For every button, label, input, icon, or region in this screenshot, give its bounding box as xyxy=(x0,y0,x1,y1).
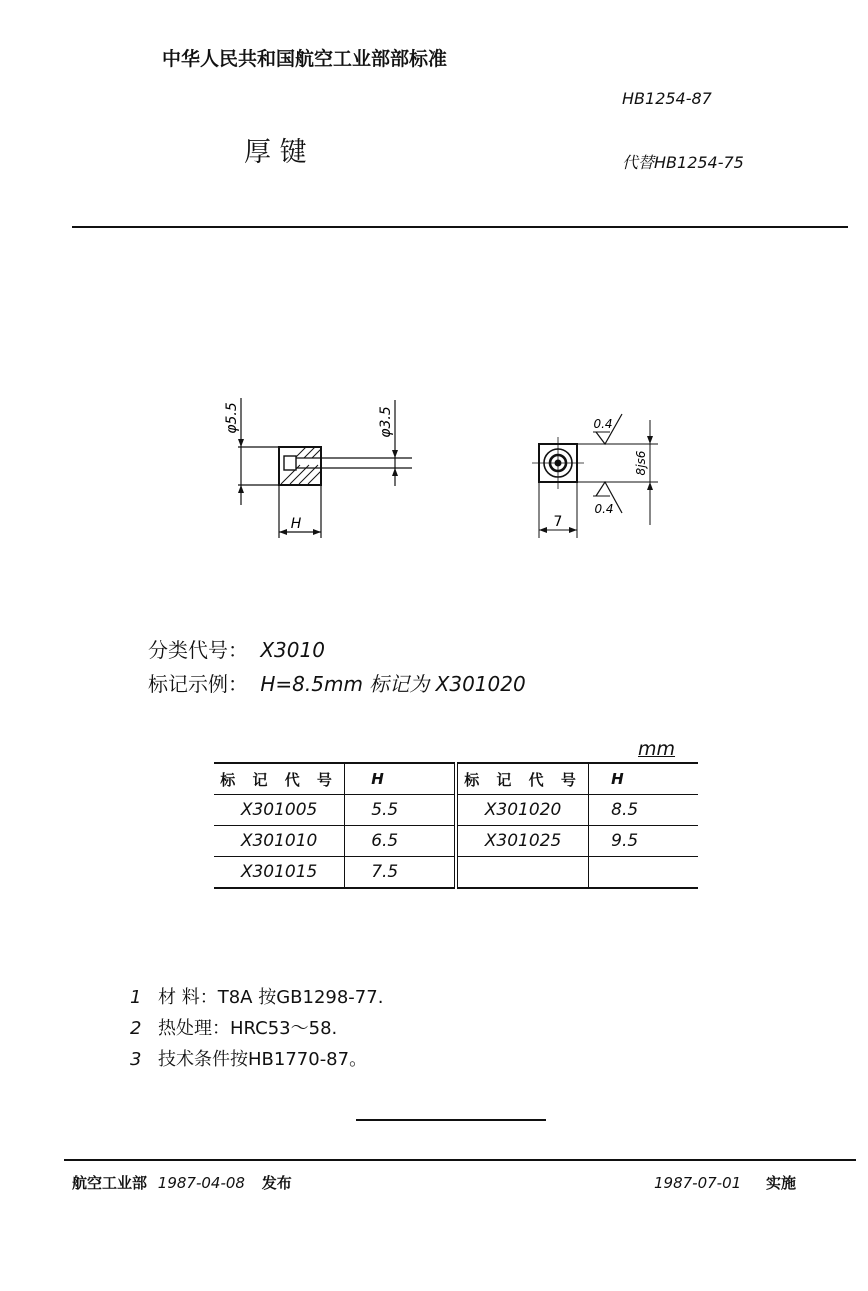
footer-issue xyxy=(72,1172,292,1193)
table-cell: X301025 xyxy=(456,826,589,857)
dim-inner-diameter: φ3.5 xyxy=(378,406,394,438)
note-number: 3 xyxy=(130,1049,142,1070)
note-text: 技术条件按HB1770-87。 xyxy=(158,1049,368,1070)
marking-example-line xyxy=(148,668,526,697)
note-number: 1 xyxy=(130,987,142,1008)
table-cell: X301020 xyxy=(456,795,589,826)
note-item xyxy=(130,983,383,1009)
standard-number: HB1254-87 xyxy=(622,89,712,108)
table-cell: 9.5 xyxy=(589,826,698,857)
dim-width: 7 xyxy=(553,514,563,530)
effective-date: 1987-07-01 xyxy=(654,1174,742,1192)
table-header: 标 记 代 号 xyxy=(214,763,345,795)
classification-line xyxy=(148,634,325,663)
dim-outer-diameter: φ5.5 xyxy=(224,402,240,434)
table-cell: X301005 xyxy=(214,795,345,826)
footer-rule xyxy=(64,1159,856,1161)
technical-drawing xyxy=(0,0,868,600)
table-cell: 8.5 xyxy=(589,795,698,826)
issue-word: 发布 xyxy=(261,1174,292,1192)
note-number: 2 xyxy=(130,1018,142,1039)
issue-date: 1987-04-08 xyxy=(157,1174,245,1192)
classification-value: X3010 xyxy=(260,638,325,662)
table-cell: X301010 xyxy=(214,826,345,857)
marking-example-value: H=8.5mm 标记为 X301020 xyxy=(260,672,526,696)
table-header: H xyxy=(345,763,456,795)
issuer: 航空工业部 xyxy=(72,1174,148,1192)
table-cell xyxy=(456,857,589,889)
marking-example-label: 标记示例： xyxy=(148,672,248,696)
table-row xyxy=(214,826,698,857)
note-text: 材 料：T8A 按GB1298-77. xyxy=(158,987,384,1008)
key-size-table xyxy=(214,762,698,889)
table-header: H xyxy=(589,763,698,795)
table-row xyxy=(214,795,698,826)
note-item xyxy=(130,1045,367,1071)
note-text: 热处理：HRC53～58. xyxy=(158,1018,338,1039)
note-item xyxy=(130,1014,337,1040)
roughness-bottom-value: 0.4 xyxy=(594,502,614,516)
end-rule xyxy=(356,1119,546,1121)
table-cell: 5.5 xyxy=(345,795,456,826)
effective-word: 实施 xyxy=(765,1174,796,1192)
table-cell: 7.5 xyxy=(345,857,456,889)
roughness-top-value: 0.4 xyxy=(593,417,613,431)
dim-height: 8js6 xyxy=(634,450,648,476)
dim-length-h: H xyxy=(290,516,302,532)
document-title: 厚 键 xyxy=(244,137,307,168)
replaces-standard: 代替HB1254-75 xyxy=(622,153,744,172)
footer-effective xyxy=(654,1172,796,1193)
table-header-row xyxy=(214,763,698,795)
table-cell: X301015 xyxy=(214,857,345,889)
table-cell: 6.5 xyxy=(345,826,456,857)
table-row xyxy=(214,857,698,889)
table-cell xyxy=(589,857,698,889)
table-header: 标 记 代 号 xyxy=(456,763,589,795)
org-title: 中华人民共和国航空工业部部标准 xyxy=(162,48,448,70)
classification-label: 分类代号： xyxy=(148,638,248,662)
table-unit: mm xyxy=(638,738,676,760)
